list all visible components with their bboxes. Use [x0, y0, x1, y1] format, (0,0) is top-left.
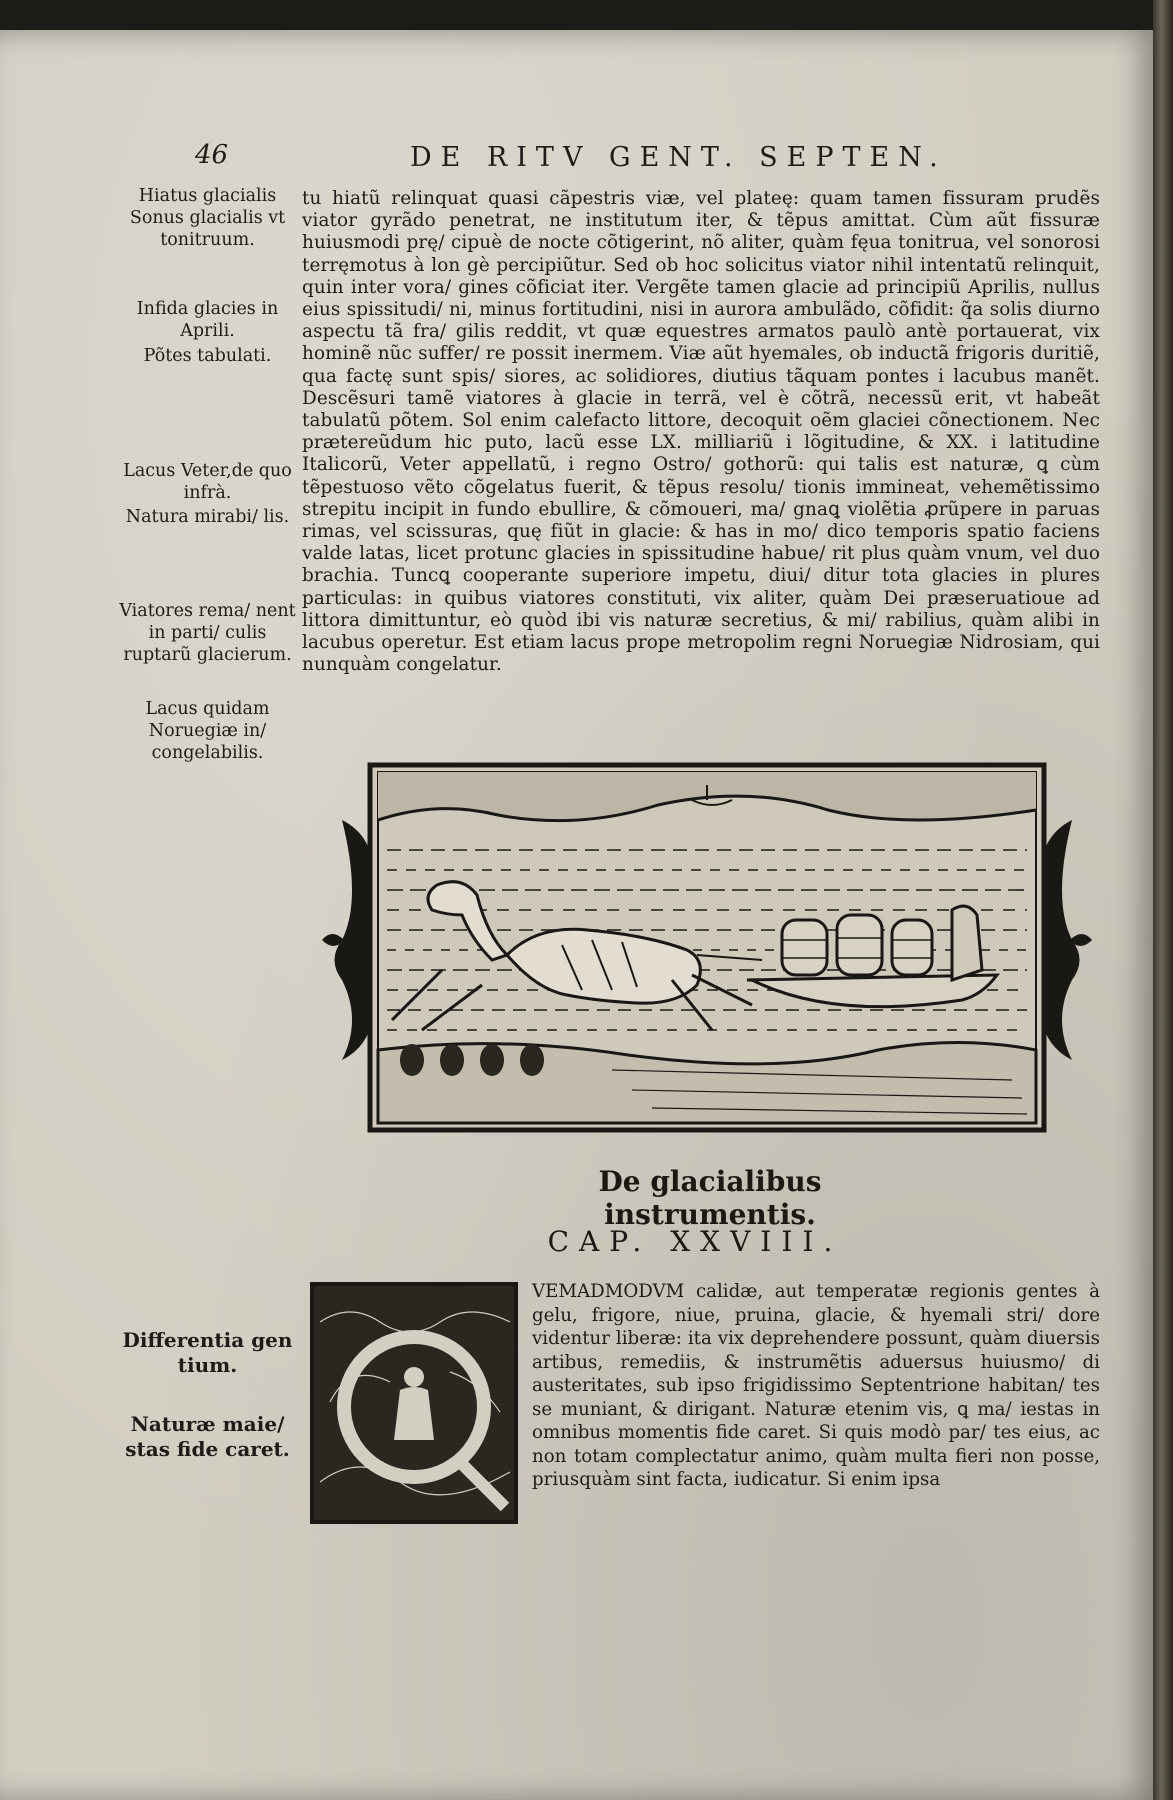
- body-text: tu hiatũ relinquat quasi cãpestris viæ, vel plateę: quam tamen fissuram prudẽs viator gyrãdo penetrat, ne institutum iter, & tẽpus amittat. Cùm aũt fissuræ huiusmodi prę/ cipuè de nocte cõtigerint, nõ aliter, quàm fęua tonitrua, vel sonorosi terręmotus à lon gè percipiũtur. Sed ob hoc solicitus viator nihil intentatũ relinquit, quin inter vora/ gines cõficiat iter. Vergẽte tamen glacie ad principiũ Aprilis, nullus eius spissitudi/ ni, minus fortitudini, nisi in aurora ambulãdo, cõfidit: q̃a solis diurno aspectu tã fra/ gilis reddit, vt quæ equestres armatos paulò antè portauerat, vix hominẽ nũc suffer/ re possit inermem. Viæ aũt hyemales, ob inductã frigoris duritiẽ, qua factę sunt spis/ siores, ac solidiores, diutius tãquam pontes i lacubus manẽt. Descẽsuri tamẽ viatores à glacie in terrã, vel è cõtrã, necessũ erit, vt habeãt tabulatũ põtem. Sol enim calefacto littore, decoquit oẽm glaciei cõnectionem. Nec prætereũdum hic puto, lacũ esse LX. milliariũ i lõgitudine, & XX. i latitudine Italicorũ, Veter appellatũ, i regno Ostro/ gothorũ: qui talis est naturæ, ꝗ cùm tẽpestuoso vẽto cõgelatus fuerit, & tẽpus resolu/ tionis immineat, vehemẽtissimo strepitu incipit in fundo ebullire, & cõmoueri, ma/ gnaꝗ violẽtia ꝓrũpere in paruas rimas, vel scissuras, quę fiũt in glacie: & has in mo/ dico temporis spatio faciens valde latas, licet protunc glacies in spissitudine habue/ rit plus quàm vnum, vel duo brachia. Tuncꝗ cooperante superiore impetu, diui/ ditur tota glacies in plures particulas: in quibus viatores constituti, vix aliter, quàm Dei præseruatioue ad littora dimittuntur, eò quòd ibi vis naturæ secretius, & mi/ rabilius, quàm alibi in lacubus operetur. Est etiam lacus prope metropolim regni Noruegiæ Nidrosiam, qui nunquàm congelatur.: [302, 188, 1100, 676]
- chapter-heading: CAP. XXVIII.: [547, 1225, 843, 1258]
- page-header: [195, 140, 1025, 180]
- chapter-text: VEMADMODVM calidæ, aut temperatæ regionis gentes à gelu, frigore, niue, pruina, glacie, & hyemali stri/ dore videntur liberæ: ita vix deprehendere possunt, quàm diuersis artibus, remediis, & instrumẽtis aduersus huiusmo/ di austeritates, sub ipso frigidissimo Septentrione habitan/ tes se muniant, & dirigant. Naturæ etenim vis, ꝗ ma/ iestas in omnibus momentis fide caret. Si quis modò par/ tes eius, ac non totam complectatur animo, quàm multa fieri non posse, priusquàm sint facta, iudicatur. Si enim ipsa: [532, 1281, 1100, 1490]
- page-number: 46: [195, 140, 229, 170]
- margin-note: Natura mirabi/ lis.: [125, 507, 290, 527]
- margin-note: Infida glacies in Aprili.: [136, 299, 279, 341]
- margin-note: Differentia gen tium.: [122, 1328, 293, 1377]
- woodcut-illustration: [312, 760, 1102, 1135]
- margin-note: Põtes tabulati.: [143, 346, 272, 366]
- margin-note: Hiatus glacialis Sonus glacialis vt tonitruum.: [129, 186, 286, 250]
- decorated-initial-q: [310, 1282, 518, 1524]
- margin-note: Lacus Veter,de quo infrà.: [123, 461, 292, 503]
- margin-note: Viatores rema/ nent in parti/ culis ruptarũ glacierum.: [119, 601, 296, 665]
- margin-note: Naturæ maie/ stas fide caret.: [125, 1412, 290, 1461]
- section-heading: De glacialibus instrumentis.: [598, 1165, 822, 1231]
- margin-note: Lacus quidam Noruegiæ in/ congelabilis.: [145, 699, 270, 763]
- page-edge: [1153, 0, 1173, 1800]
- running-title: DE RITV GENT. SEPTEN.: [410, 142, 947, 173]
